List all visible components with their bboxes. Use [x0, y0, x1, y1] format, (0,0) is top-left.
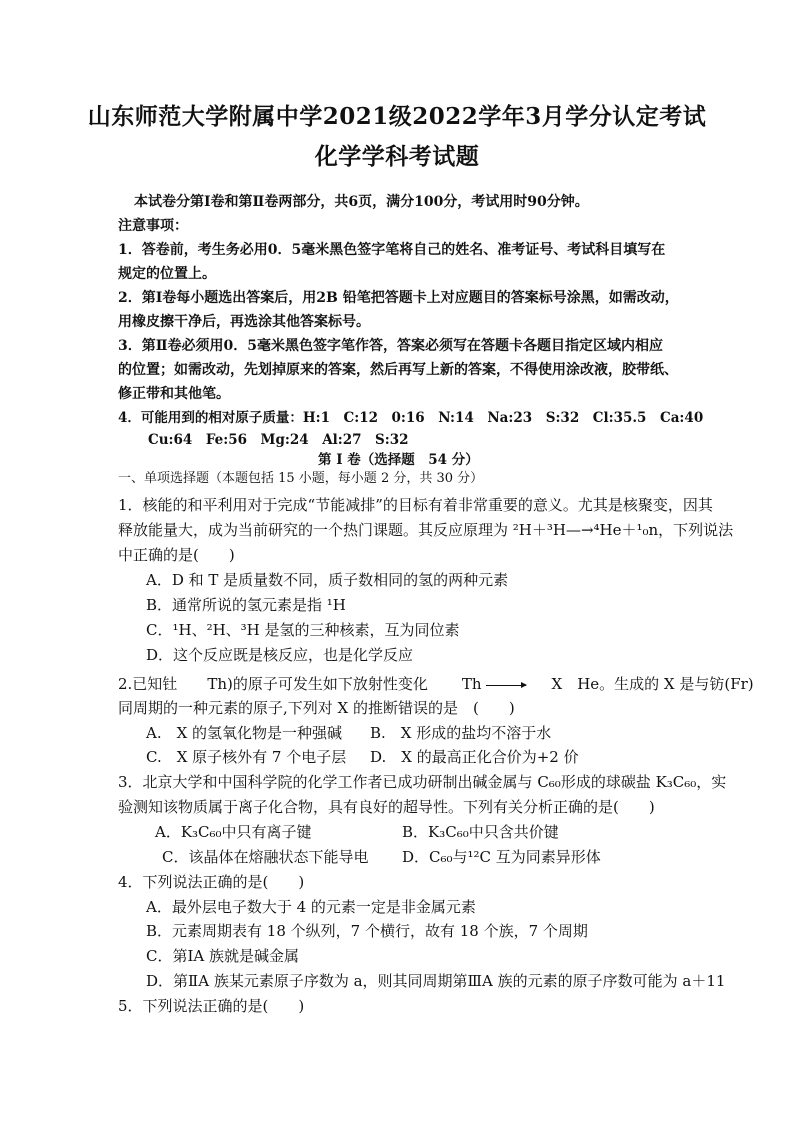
question-2-option-b: B. X 形成的盐均不溶于水 [370, 724, 552, 742]
question-4-option-d: D．第ⅡA 族某元素原子序数为 a，则其同周期第ⅢA 族的元素的原子序数可能为 a＋11 [146, 972, 726, 990]
part-heading: 一、单项选择题（本题包括 15 小题，每小题 2 分，共 30 分） [118, 471, 484, 486]
notice-heading: 注意事项： [118, 218, 188, 234]
question-2-option-d: D. X 的最高正化合价为+2 价 [370, 748, 579, 766]
question-2-line [118, 675, 754, 693]
question-2-text-b: Th)的原子可发生如下放射性变化 [207, 675, 428, 693]
question-1-option-d: D．这个反应既是核反应，也是化学反应 [146, 646, 414, 664]
notice-line: 2．第Ⅰ卷每小题选出答案后，用2B 铅笔把答题卡上对应题目的答案标号涂黑，如需改动， [118, 290, 679, 306]
notice-line: 用橡皮擦干净后，再选涂其他答案标号。 [118, 314, 370, 330]
question-2-text-a: 2.已知钍 [118, 675, 178, 693]
question-4-option-a: A．最外层电子数大于 4 的元素一定是非金属元素 [146, 898, 476, 916]
question-2-line: 同周期的一种元素的原子,下列对 X 的推断错误的是 ( ) [118, 699, 515, 717]
question-3-option-d: D．C₆₀与¹²C 互为同素异形体 [402, 848, 601, 866]
question-1-line: 中正确的是( ) [118, 546, 235, 564]
section-title: 第 Ⅰ 卷（选择题 54 分） [318, 452, 479, 468]
question-2-text-c: Th [461, 675, 482, 693]
notice-line: 1．答卷前，考生务必用0．5毫米黑色签字笔将自己的姓名、准考证号、考试科目填写在 [118, 242, 666, 258]
notice-line: 的位置；如需改动，先划掉原来的答案，然后再写上新的答案，不得使用涂改液，胶带纸、 [118, 362, 678, 378]
question-1-option-b: B．通常所说的氢元素是指 ¹H [146, 596, 346, 614]
atomic-mass-line: 4．可能用到的相对原子质量：H:1 C:12 0:16 N:14 Na:23 S:32 Cl:35.5 Ca:40 [118, 410, 704, 426]
question-2-text-d: X He。生成的 X 是与钫(Fr) [551, 675, 754, 693]
question-4-option-b: B．元素周期表有 18 个纵列，7 个横行，故有 18 个族，7 个周期 [146, 922, 588, 940]
question-3-line: 3．北京大学和中国科学院的化学工作者已成功研制出碱金属与 C₆₀形成的球碳盐 K₃C₆₀，实 [118, 773, 727, 791]
notice-line: 修正带和其他笔。 [118, 386, 230, 402]
atomic-mass-line: Cu:64 Fe:56 Mg:24 Al:27 S:32 [148, 432, 409, 448]
question-5-line: 5．下列说法正确的是( ) [118, 997, 305, 1015]
notice-line: 规定的位置上。 [118, 266, 216, 282]
question-2-option-a: A. X 的氢氧化物是一种强碱 [146, 724, 343, 742]
question-3-line: 验测知该物质属于离子化合物，具有良好的超导性。下列有关分析正确的是( ) [118, 798, 655, 816]
question-3-option-c: C．该晶体在熔融状态下能导电 [162, 848, 369, 866]
exam-title-line1: 山东师范大学附属中学2021级2022学年3月学分认定考试 [87, 103, 707, 130]
question-1-option-c: C．¹H、²H、³H 是氢的三种核素，互为同位素 [146, 621, 460, 639]
question-4-line: 4．下列说法正确的是( ) [118, 873, 305, 891]
question-2-option-c: C. X 原子核外有 7 个电子层 [146, 748, 347, 766]
notice-line: 3．第Ⅱ卷必须用0．5毫米黑色签字笔作答，答案必须写在答题卡各题目指定区域内相应 [118, 338, 664, 354]
exam-title-line2: 化学学科考试题 [314, 143, 480, 170]
question-1-line: 1．核能的和平利用对于完成“节能减排”的目标有着非常重要的意义。尤其是核聚变，因其 [118, 496, 713, 514]
question-4-option-c: C．第ⅠA 族就是碱金属 [146, 947, 300, 965]
question-1-option-a: A．D 和 T 是质量数不同，质子数相同的氢的两种元素 [146, 571, 509, 589]
question-3-option-b: B．K₃C₆₀中只含共价键 [402, 823, 559, 841]
decay-arrow-icon [486, 685, 526, 686]
question-1-line: 释放能量大，成为当前研究的一个热门课题。其反应原理为 ²H＋³H—→⁴He＋¹₀n，下列说法 [118, 521, 734, 539]
question-3-option-a: A．K₃C₆₀中只有离子键 [155, 823, 312, 841]
intro-text: 本试卷分第Ⅰ卷和第Ⅱ卷两部分，共6页，满分100分，考试用时90分钟。 [134, 194, 589, 210]
